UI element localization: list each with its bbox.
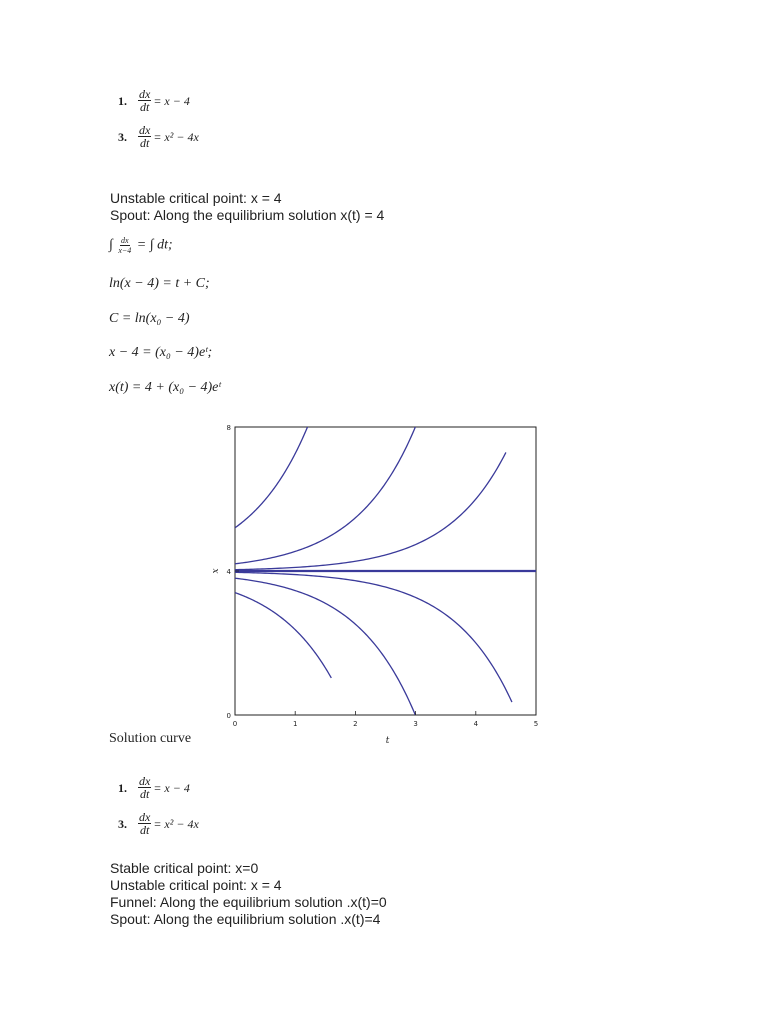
x-tick-label: 0 [232, 720, 238, 728]
x-tick-label: 3 [413, 720, 418, 728]
equation-number: 3. [118, 816, 127, 831]
derivative-fraction: $\frac{dx}{dt}$ [139, 87, 151, 114]
y-tick-label: 4 [226, 568, 231, 576]
derivation-integral: ∫ $\frac{dx}{x-4}$ = ∫ dt; [109, 236, 173, 255]
analysis-line: Unstable critical point: x = 4 [110, 877, 282, 893]
derivative-fraction: $\frac{dx}{dt}$ [139, 774, 151, 801]
analysis-line: Funnel: Along the equilibrium solution .x(t)=0 [110, 894, 387, 910]
y-tick-label: 8 [226, 424, 231, 432]
equation-rhs: = x² − 4x [153, 816, 199, 831]
equation-rhs: = x² − 4x [153, 129, 199, 144]
analysis-eq1 [110, 190, 384, 224]
derivation-line: x(t) = 4 + (x₀ − 4)eᵗ [109, 380, 221, 395]
equation-row [118, 806, 199, 842]
analysis-line: Spout: Along the equilibrium solution x(t) = 4 [110, 207, 385, 223]
x-axis-label: t [385, 736, 390, 746]
derivative-fraction: $\frac{dx}{dt}$ [139, 123, 151, 150]
solution-curves-chart [210, 418, 550, 746]
equation-row [118, 770, 199, 806]
x-tick-label: 2 [353, 720, 358, 728]
derivation-line: x − 4 = (x₀ − 4)eᵗ; [109, 345, 213, 360]
equation-row [118, 119, 199, 155]
analysis-line: Spout: Along the equilibrium solution .x(t)=4 [110, 911, 381, 927]
equation-list-top [118, 83, 199, 155]
derivative-fraction: $\frac{dx}{dt}$ [139, 810, 151, 837]
equation-list-bottom [118, 770, 199, 842]
equation-row [118, 83, 199, 119]
analysis-line: Stable critical point: x=0 [110, 860, 259, 876]
y-tick-label: 0 [226, 712, 231, 720]
analysis-line: Unstable critical point: x = 4 [110, 190, 282, 206]
equation-rhs: = x − 4 [153, 93, 190, 108]
equation-number: 1. [118, 780, 127, 795]
analysis-eq3 [110, 860, 387, 928]
figure-caption: Solution curve [109, 731, 192, 746]
derivation-line: ln(x − 4) = t + C; [109, 276, 210, 291]
y-axis-label: x [211, 568, 221, 574]
x-tick-label: 5 [533, 720, 539, 728]
x-tick-label: 1 [292, 720, 298, 728]
x-tick-label: 4 [473, 720, 479, 728]
derivation-line: C = ln(x₀ − 4) [109, 311, 190, 326]
equation-number: 1. [118, 93, 127, 108]
equation-rhs: = x − 4 [153, 780, 190, 795]
equation-number: 3. [118, 129, 127, 144]
